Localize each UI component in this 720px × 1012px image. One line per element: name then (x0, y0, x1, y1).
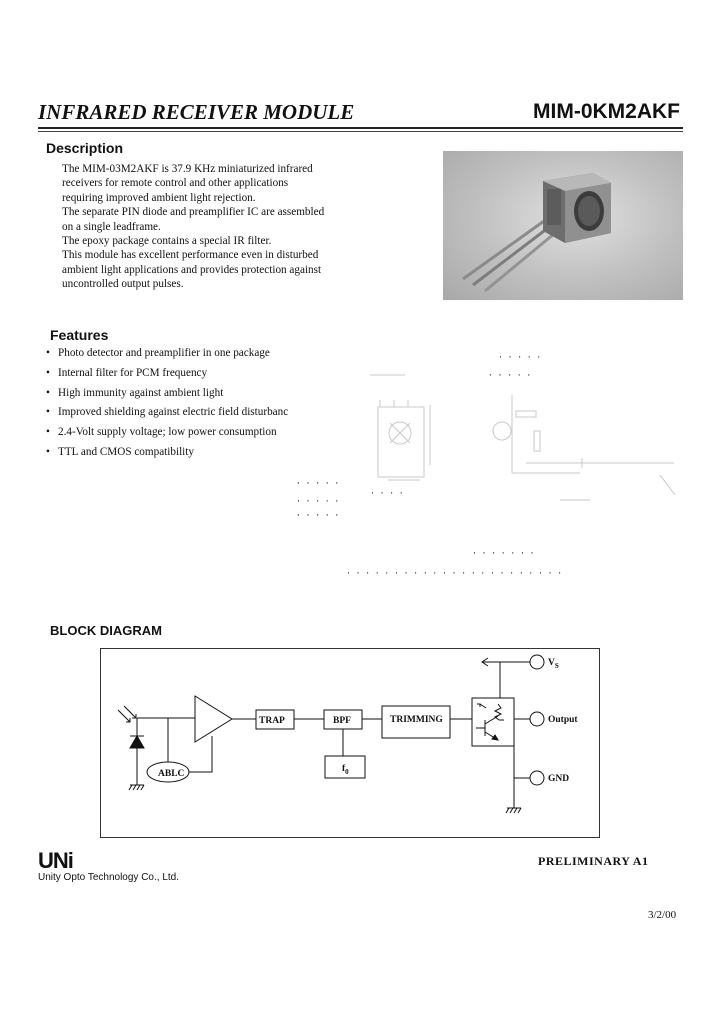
header-rule-thin (38, 131, 683, 132)
svg-text:· · · · · · ·: · · · · · · · (472, 549, 535, 558)
bullet-icon: • (46, 386, 50, 399)
description-line: ambient light applications and provides protection against (62, 263, 322, 276)
bullet-icon: • (46, 445, 50, 458)
description-line: This module has excellent performance even in disturbed (62, 249, 319, 262)
f0-label: $f_0$ (342, 764, 349, 776)
svg-text:· · · ·: · · · · (370, 489, 404, 498)
svg-text:· · · · ·: · · · · · (498, 353, 542, 362)
light-arrow (118, 710, 130, 722)
bpf-label: BPF (333, 716, 351, 726)
vs-label: $V_S$ (548, 658, 559, 670)
gnd-terminal (530, 771, 544, 785)
model-number: MIM-0KM2AKF (533, 100, 680, 123)
bullet-icon: • (46, 366, 50, 379)
product-photo (443, 151, 683, 300)
description-line: The separate PIN diode and preamplifier IC are assembled (62, 206, 325, 219)
preliminary-label: PRELIMINARY A1 (538, 854, 649, 868)
bullet-icon: • (46, 347, 50, 359)
svg-text:· · · · · · · · · · · · · · ·: · · · · · · · · · · · · · · · · · · · · · · · (346, 569, 563, 578)
description-line: The MIM-03M2AKF is 37.9 KHz miniaturized infrared (62, 163, 313, 175)
description-line: uncontrolled output pulses. (62, 278, 184, 291)
description-line: receivers for remote control and other applications (62, 177, 289, 190)
output-terminal (530, 712, 544, 726)
svg-text:· · · · ·: · · · · · (488, 371, 532, 380)
company-logo: UNi (38, 848, 73, 873)
photodiode-icon (130, 736, 144, 748)
description-text (62, 162, 352, 292)
light-arrow (124, 706, 136, 718)
description-line: on a single leadframe. (62, 220, 161, 233)
block-diagram (100, 648, 600, 838)
faint-dimension-drawing (290, 345, 690, 585)
trap-label: TRAP (259, 716, 285, 726)
svg-text:· · · · ·: · · · · · (296, 479, 340, 488)
svg-text:· · · · ·: · · · · · (296, 497, 340, 506)
vs-terminal (530, 655, 544, 669)
ablc-label: ABLC (158, 769, 185, 779)
bullet-icon: • (46, 406, 50, 419)
bullet-icon: • (46, 426, 50, 439)
description-line: requiring improved ambient light rejection. (62, 191, 256, 204)
svg-text:· · · · ·: · · · · · (296, 511, 340, 520)
amplifier-icon (195, 696, 232, 742)
block-diagram-heading: BLOCK DIAGRAM (50, 623, 162, 638)
output-label: Output (548, 715, 578, 725)
document-title: INFRARED RECEIVER MODULE (38, 100, 355, 124)
trimming-label: TRIMMING (390, 715, 443, 725)
gnd-label: GND (548, 774, 570, 784)
document-date: 3/2/00 (648, 909, 677, 921)
features-heading: Features (50, 327, 109, 343)
ir-module-illustration (443, 151, 683, 300)
company-name: Unity Opto Technology Co., Ltd. (38, 872, 180, 883)
description-heading: Description (46, 140, 124, 156)
header-rule (38, 127, 683, 129)
description-line: The epoxy package contains a special IR filter. (62, 235, 272, 248)
